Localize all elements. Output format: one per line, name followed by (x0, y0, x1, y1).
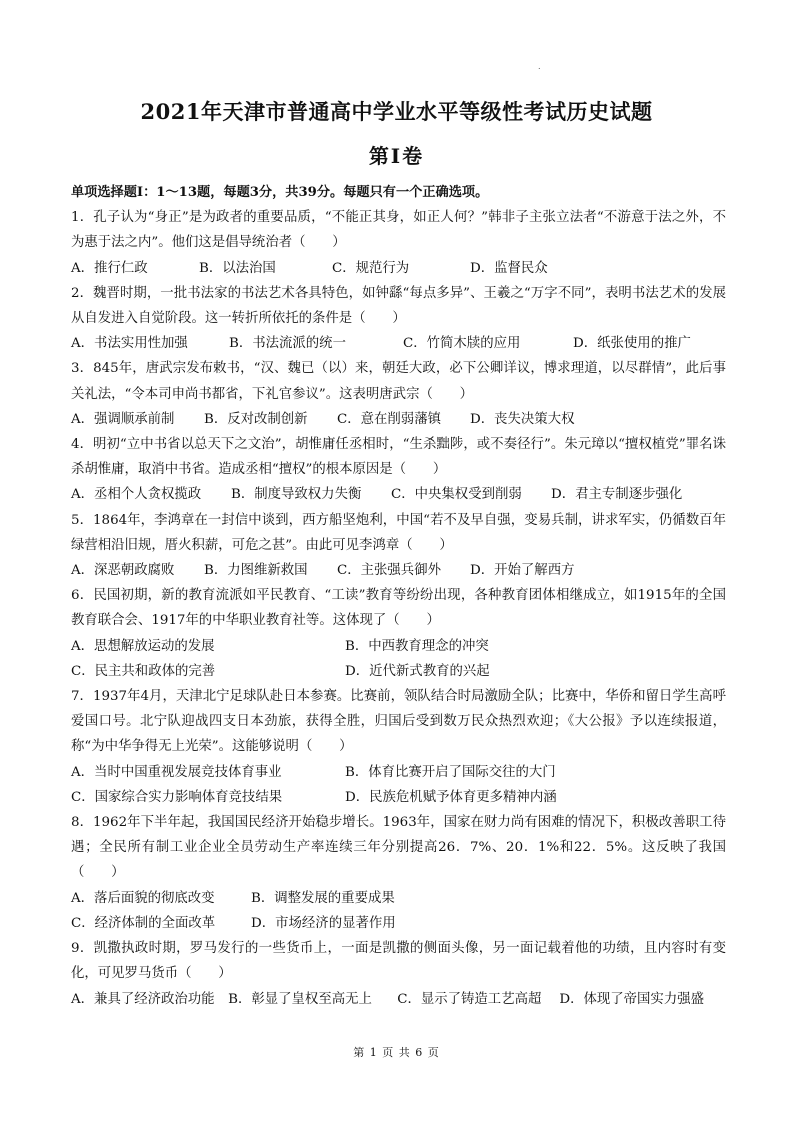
question-stem: 7．1937年4月，天津北宁足球队赴日本参赛。比赛前，领队结合时局激励全队；比赛中，华侨和留日学生高呼爱国口号。北宁队迎战四支日本劲旅，获得全胜，归国后受到数万民众热烈欢迎；《大公报》予以连续报道，称“为中华争得无上光荣”。这能够说明（ ） (71, 689, 726, 755)
option-c: C．国家综合实力影响体育竞技结果 (71, 789, 283, 805)
option-c: C．民主共和政体的完善 (71, 663, 216, 679)
question-stem: 5．1864年，李鸿章在一封信中谈到，西方船坚炮利，中国“若不及早自强，变易兵制，讲求军实，仍循数百年绿营相沿旧规，厝火积薪，可危之甚”。由此可见李鸿章（ ） (71, 512, 726, 553)
option-c: C．中央集权受到削弱 (391, 487, 522, 503)
document-title: 2021年天津市普通高中学业水平等级性考试历史试题 (140, 99, 653, 124)
section-heading: 单项选择题Ⅰ：1～13题，每题3分，共39分。每题只有一个正确选项。 (71, 185, 489, 200)
option-d: D．市场经济的显著作用 (251, 915, 396, 931)
option-b: B．以法治国 (199, 260, 276, 276)
option-row (71, 886, 726, 911)
option-c: C．经济体制的全面改革 (71, 915, 216, 931)
option-a: A．思想解放运动的发展 (71, 638, 215, 654)
option-a: A．落后面貌的彻底改变 (71, 890, 215, 906)
question-stem: 3．845年，唐武宗发布敕书，“汉、魏已（以）来，朝廷大政，必下公卿详议，博求理道，以尽群情”，此后事关礼法，“令本司申尚书都省，下礼官参议”。这表明唐武宗（ ） (71, 361, 726, 402)
option-c: C．规范行为 (332, 260, 410, 276)
option-b: B．制度导致权力失衡 (231, 487, 362, 503)
option-c: C．显示了铸造工艺高超 (397, 991, 542, 1007)
option-a: A．兼具了经济政治功能 (71, 991, 215, 1007)
question-stem: 6．民国初期，新的教育流派如平民教育、“工读”教育等纷纷出现，各种教育团体相继成立，如1915年的全国教育联合会、1917年的中华职业教育社等。这体现了（ ） (71, 588, 726, 629)
option-d: D．体现了帝国实力强盛 (559, 991, 704, 1007)
option-d: D．君主专制逐步强化 (551, 487, 683, 503)
option-b: B．彰显了皇权至高无上 (228, 991, 372, 1007)
option-row (71, 331, 726, 356)
option-d: D．开始了解西方 (470, 563, 575, 579)
page-footer: 第 1 页 共 6 页 (353, 1046, 440, 1059)
option-b: B．中西教育理念的冲突 (345, 638, 489, 654)
option-a: A．当时中国重视发展竞技体育事业 (71, 764, 282, 780)
option-row (71, 785, 726, 810)
option-d: D．民族危机赋予体育更多精神内涵 (345, 789, 557, 805)
option-a: A．深恶朝政腐败 (71, 563, 175, 579)
question-stem: 8．1962年下半年起，我国国民经济开始稳步增长。1963年，国家在财力尚有困难的情况下，积极改善职工待遇；全民所有制工业企业全员劳动生产率连续三年分别提高26．7%、20．1%和22．5%。这反映了我国（ ） (71, 815, 726, 881)
option-row (71, 634, 726, 659)
option-c: C．竹简木牍的应用 (403, 336, 521, 352)
question-stem: 2．魏晋时期，一批书法家的书法艺术各具特色，如钟繇“每点多异”、王羲之“万字不同”，表明书法艺术的发展从自发进入自觉阶段。这一转折所依托的条件是（ ） (71, 285, 726, 327)
option-a: A．书法实用性加强 (71, 336, 188, 352)
option-d: D．监督民众 (470, 260, 548, 276)
page-mark: . (538, 62, 541, 71)
option-b: B．书法流派的统一 (229, 336, 346, 352)
option-d: D．丧失决策大权 (470, 411, 575, 427)
option-row (71, 256, 726, 281)
question-stem: 4．明初“立中书省以总天下之文治”，胡惟庸任丞相时，“生杀黜陟，或不奏径行”。朱元璋以“擅权植党”罪名诛杀胡惟庸，取消中书省。造成丞相“擅权”的根本原因是（ ） (71, 437, 726, 478)
option-b: B．力图维新救国 (204, 563, 308, 579)
option-a: A．推行仁政 (71, 260, 148, 276)
option-row (71, 558, 726, 583)
option-row (71, 987, 726, 1012)
option-c: C．主张强兵御外 (337, 563, 441, 579)
option-row (71, 911, 726, 936)
question-stem: 9．凯撒执政时期，罗马发行的一些货币上，一面是凯撒的侧面头像，另一面记载着他的功绩，且内容时有变化，可见罗马货币（ ） (71, 941, 726, 982)
option-row (71, 659, 726, 684)
option-b: B．反对改制创新 (204, 411, 308, 427)
option-b: B．调整发展的重要成果 (251, 890, 395, 906)
option-a: A．强调顺承前制 (71, 411, 175, 427)
option-row (71, 407, 726, 432)
question-list (71, 180, 726, 1012)
option-row (71, 760, 726, 785)
volume-title: 第Ⅰ卷 (368, 144, 425, 168)
option-a: A．丞相个人贪权揽政 (71, 487, 202, 503)
option-c: C．意在削弱藩镇 (337, 411, 441, 427)
option-d: D．纸张使用的推广 (573, 336, 691, 352)
option-row (71, 482, 726, 507)
option-b: B．体育比赛开启了国际交往的大门 (345, 764, 556, 780)
option-d: D．近代新式教育的兴起 (345, 663, 490, 679)
question-stem: 1．孔子认为“身正”是为政者的重要品质，“不能正其身，如正人何？”韩非子主张立法者“不游意于法之外，不为惠于法之内”。他们这是倡导统治者（ ） (71, 210, 726, 251)
